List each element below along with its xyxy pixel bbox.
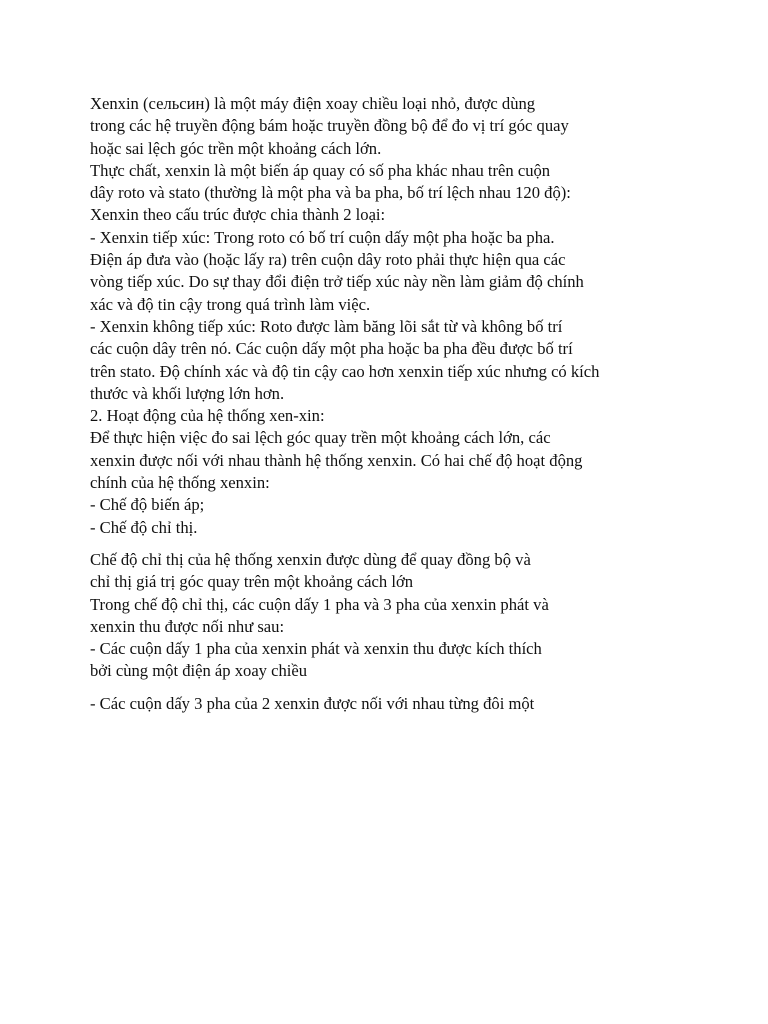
text-line: Điện áp đưa vào (hoặc lấy ra) trên cuộn dây roto phải thực hiện qua các	[90, 250, 566, 270]
text-line: Xenxin (сельсин) là một máy điện xoay chiều loại nhỏ, được dùng	[90, 94, 536, 113]
list-item: - Các cuộn dấy 3 pha của 2 xenxin được nối với nhau từng đôi một	[90, 693, 535, 713]
text-block-indicator-mode	[90, 549, 710, 683]
text-block-three-phase	[90, 693, 710, 715]
text-line: - Xenxin tiếp xúc: Trong roto có bố trí cuộn dấy một pha hoặc ba pha.	[90, 227, 555, 247]
paragraph-gap	[90, 539, 710, 549]
document-page	[90, 93, 710, 715]
text-line: Chế độ chỉ thị của hệ thống xenxin được dùng để quay đồng bộ và	[90, 549, 531, 569]
text-line: - Xenxin không tiếp xúc: Roto được làm băng lõi sắt từ và không bố trí	[90, 316, 563, 336]
list-item: - Các cuộn dấy 1 pha của xenxin phát và xenxin thu được kích thích	[90, 639, 542, 659]
text-line: Thực chất, xenxin là một biến áp quay có số pha khác nhau trên cuộn	[90, 160, 551, 180]
text-line: Xenxin theo cấu trúc được chia thành 2 loại:	[90, 205, 386, 225]
list-item: - Chế độ biến áp;	[90, 495, 205, 515]
text-line: dây roto và stato (thường là một pha và ba pha, bố trí lệch nhau 120 độ):	[90, 183, 571, 203]
text-line: trên stato. Độ chính xác và độ tin cậy cao hơn xenxin tiếp xúc nhưng có kích	[90, 361, 600, 381]
text-line: vòng tiếp xúc. Do sự thay đổi điện trở tiếp xúc này nền làm giảm độ chính	[90, 272, 584, 292]
text-line: xenxin được nối với nhau thành hệ thống xenxin. Có hai chế độ hoạt động	[90, 450, 583, 470]
text-line: xenxin thu được nối như sau:	[90, 616, 285, 636]
text-line: xác và độ tin cậy trong quá trình làm việc.	[90, 294, 371, 314]
section-heading: 2. Hoạt động của hệ thống xen-xin:	[90, 406, 325, 426]
text-line: chính của hệ thống xenxin:	[90, 473, 270, 493]
text-line: hoặc sai lệch góc trền một khoảng cách lớn.	[90, 138, 382, 158]
text-line: Để thực hiện việc đo sai lệch góc quay trền một khoảng cách lớn, các	[90, 428, 551, 448]
text-line: trong các hệ truyền động bám hoặc truyền đồng bộ để đo vị trí góc quay	[90, 116, 569, 136]
text-line: Trong chế độ chỉ thị, các cuộn dấy 1 pha và 3 pha của xenxin phát và	[90, 594, 549, 614]
text-line: các cuộn dây trên nó. Các cuộn dấy một pha hoặc ba pha đều được bố trí	[90, 339, 573, 359]
list-item: - Chế độ chỉ thị.	[90, 517, 198, 537]
text-line: bởi cùng một điện áp xoay chiều	[90, 661, 308, 681]
paragraph-gap	[90, 683, 710, 693]
text-line: chỉ thị giá trị góc quay trên một khoảng cách lớn	[90, 572, 414, 592]
text-block-intro	[90, 93, 710, 539]
text-line: thước và khối lượng lớn hơn.	[90, 383, 285, 403]
